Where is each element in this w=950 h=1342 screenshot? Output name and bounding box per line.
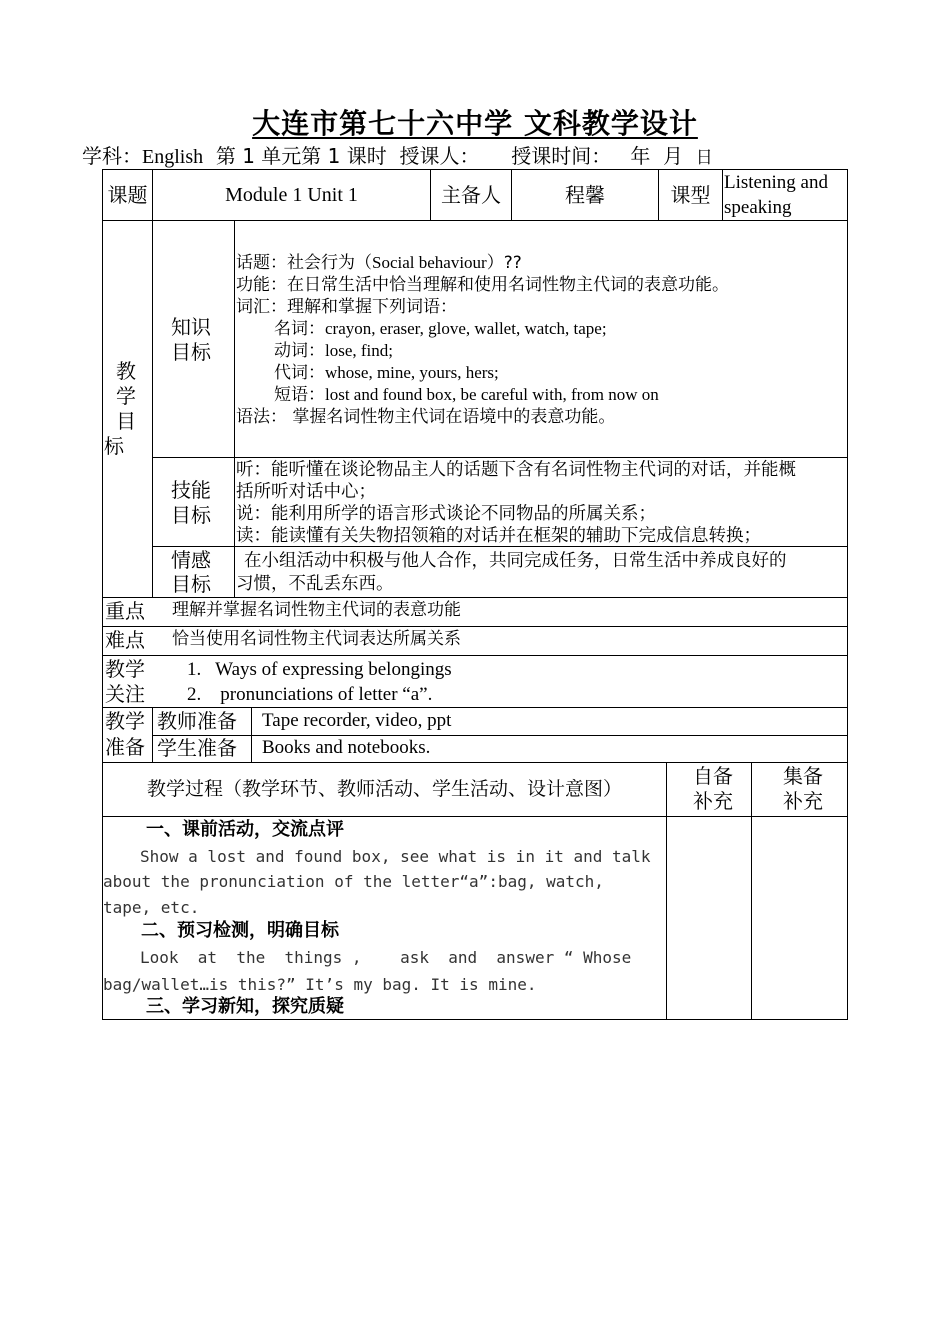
difficulty-value: 恰当使用名词性物主代词表达所属关系 <box>172 629 461 649</box>
objectives-label-3: 目 <box>116 409 136 433</box>
prep-label-2: 准备 <box>105 735 145 759</box>
topic-value: Module 1 Unit 1 <box>225 184 358 206</box>
type-label: 课型 <box>670 183 711 207</box>
key-point-value: 理解并掌握名词性物主代词的表意功能 <box>172 600 461 620</box>
table-line <box>152 707 153 763</box>
knowledge-nouns: 名词：crayon, eraser, glove, wallet, watch, tape; <box>274 319 607 339</box>
month-label: 月 <box>663 144 684 168</box>
affect-line-2: 习惯，不乱丢东西。 <box>236 574 394 594</box>
unit-text: 第 1 单元第 1 课时 <box>215 144 387 168</box>
knowledge-verbs: 动词：lose, find; <box>274 341 393 361</box>
preparer-value: 程馨 <box>565 183 605 207</box>
table-line <box>102 220 848 221</box>
skills-reading: 读：能读懂有关失物招领箱的对话并在框架的辅助下完成信息转换； <box>236 526 761 546</box>
affect-line-1: 在小组活动中积极与他人合作，共同完成任务，日常生活中养成良好的 <box>244 551 787 571</box>
teacher-prep-value: Tape recorder, video, ppt <box>262 710 452 731</box>
subject-label: 学科： <box>82 144 142 168</box>
teacher-label: 授课人： <box>399 144 480 168</box>
student-prep-value: Books and notebooks. <box>262 737 431 758</box>
table-line <box>722 169 723 221</box>
section-1-title: 一、课前活动，交流点评 <box>146 819 344 840</box>
focus-item-1: 1. Ways of expressing belongings <box>187 659 452 680</box>
knowledge-grammar: 语法： 掌握名词性物主代词在语境中的表意功能。 <box>236 407 616 427</box>
table-line <box>102 626 848 627</box>
section-2-line-2: bag/wallet…is this?” It’s my bag. It is mine. <box>103 975 537 994</box>
section-2-title: 二、预习检测，明确目标 <box>141 920 339 941</box>
table-line <box>152 457 848 458</box>
table-line <box>666 762 667 1020</box>
knowledge-phrases: 短语：lost and found box, be careful with, from now on <box>274 385 659 405</box>
focus-label-1: 教学 <box>105 657 145 681</box>
table-line <box>152 735 848 736</box>
table-line <box>234 220 235 598</box>
topic-label: 课题 <box>107 183 148 207</box>
table-line <box>847 169 848 1020</box>
student-prep-label: 学生准备 <box>157 736 237 760</box>
section-1-line-1: Show a lost and found box, see what is in it and talk <box>140 847 651 866</box>
teacher-prep-label: 教师准备 <box>157 709 237 733</box>
section-1-line-2: about the pronunciation of the letter“a”:bag, watch, <box>103 872 604 891</box>
objectives-label-4: 标 <box>104 434 124 458</box>
table-line <box>102 597 848 598</box>
table-line <box>152 220 153 598</box>
knowledge-pronouns: 代词：whose, mine, yours, hers; <box>274 363 499 383</box>
knowledge-topic: 话题：社会行为（Social behaviour）?? <box>236 253 522 273</box>
skills-listening-1: 听：能听懂在谈论物品主人的话题下含有名词性物主代词的对话，并能概 <box>236 460 796 480</box>
focus-item-2: 2. pronunciations of letter “a”. <box>187 684 433 705</box>
objectives-label-2: 学 <box>116 384 136 408</box>
group-supplement-2: 补充 <box>783 789 823 813</box>
knowledge-function: 功能：在日常生活中恰当理解和使用名词性物主代词的表意功能。 <box>236 275 729 295</box>
prep-label-1: 教学 <box>105 709 145 733</box>
skills-label-2: 目标 <box>171 503 211 527</box>
knowledge-label-2: 目标 <box>171 340 211 364</box>
focus-label-2: 关注 <box>105 682 145 706</box>
time-label: 授课时间： <box>511 144 612 168</box>
day-label: 日 <box>695 148 713 168</box>
type-value-line1: Listening and <box>724 172 828 193</box>
self-supplement-1: 自备 <box>693 764 733 788</box>
objectives-label-1: 教 <box>116 359 136 383</box>
skills-speaking: 说：能利用所学的语言形式谈论不同物品的所属关系； <box>236 504 656 524</box>
self-supplement-2: 补充 <box>693 789 733 813</box>
table-line <box>751 762 752 1020</box>
affect-label-2: 目标 <box>171 572 211 596</box>
section-2-line-1: Look at the things , ask and answer “ Whose <box>140 948 632 967</box>
table-line <box>102 655 848 656</box>
meta-line <box>82 140 713 169</box>
table-line <box>251 707 252 763</box>
year-label: 年 <box>630 144 651 168</box>
section-3-title: 三、学习新知，探究质疑 <box>146 996 344 1017</box>
knowledge-vocab-intro: 词汇：理解和掌握下列词语： <box>236 297 457 317</box>
table-line <box>102 816 848 817</box>
knowledge-label-1: 知识 <box>171 315 211 339</box>
skills-listening-2: 括所听对话中心； <box>236 482 376 502</box>
key-point-label: 重点 <box>105 599 145 623</box>
type-value-line2: speaking <box>724 197 792 218</box>
difficulty-label: 难点 <box>105 628 145 652</box>
table-line <box>102 1019 848 1020</box>
process-header: 教学过程（教学环节、教师活动、学生活动、设计意图） <box>146 778 622 801</box>
table-line <box>102 707 848 708</box>
skills-label-1: 技能 <box>171 478 211 502</box>
affect-label-1: 情感 <box>171 548 211 572</box>
group-supplement-1: 集备 <box>783 764 823 788</box>
preparer-label: 主备人 <box>441 183 501 207</box>
section-1-line-3: tape, etc. <box>103 898 200 917</box>
page-title: 大连市第七十六中学 文科教学设计 <box>252 107 698 140</box>
subject-value: English <box>142 146 204 168</box>
